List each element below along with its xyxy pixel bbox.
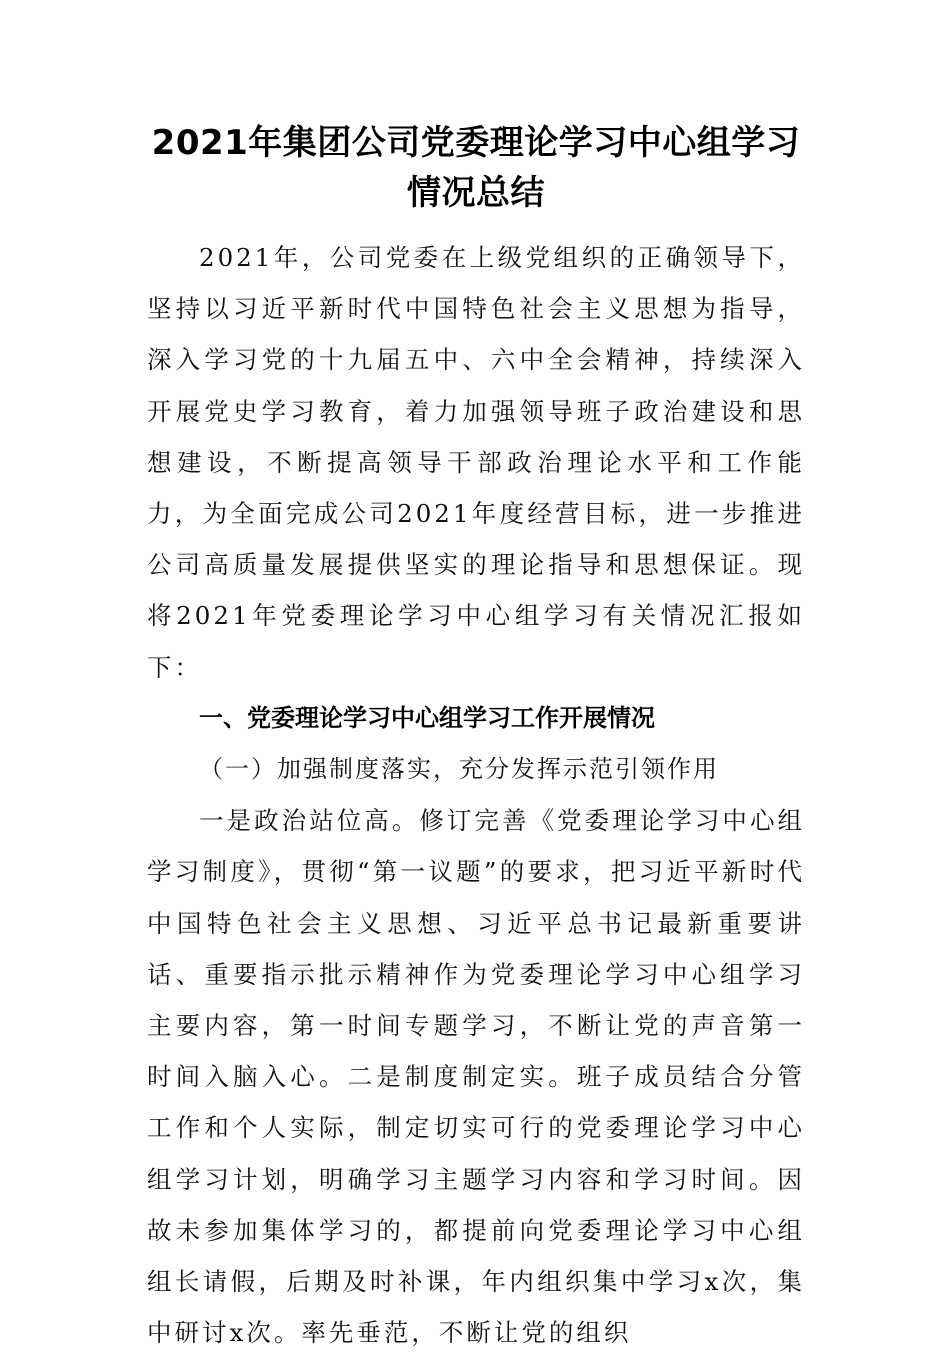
document-title-line-1: 2021年集团公司党委理论学习中心组学习	[151, 123, 801, 163]
document-body	[147, 118, 805, 1358]
body-paragraph-1: 一是政治站位高。修订完善《党委理论学习中心组学习制度》，贯彻“第一议题”的要求，把习近平新时代中国特色社会主义思想、习近平总书记最新重要讲话、重要指示批示精神作为党委理论学习中心组学习主要内容，第一时间专题学习，不断让党的声音第一时间入脑入心。二是制度制定实。班子成员结合分管工作和个人实际，制定切实可行的党委理论学习中心组学习计划，明确学习主题学习内容和学习时间。因故未参加集体学习的，都提前向党委理论学习中心组组长请假，后期及时补课，年内组织集中学习x次，集中研讨x次。率先垂范，不断让党的组织	[147, 806, 805, 1348]
document-title-line-2: 情况总结	[407, 173, 545, 213]
subsection-1-heading: （一）加强制度落实，充分发挥示范引领作用	[199, 755, 719, 784]
document-title	[147, 118, 805, 218]
section-1-heading: 一、党委理论学习中心组学习工作开展情况	[199, 703, 655, 732]
intro-paragraph: 2021年，公司党委在上级党组织的正确领导下，坚持以习近平新时代中国特色社会主义思想为指导，深入学习党的十九届五中、六中全会精神，持续深入开展党史学习教育，着力加强领导班子政治建设和思想建设，不断提高领导干部政治理论水平和工作能力，为全面完成公司2021年度经营目标，进一步推进公司高质量发展提供坚实的理论指导和思想保证。现将2021年党委理论学习中心组学习有关情况汇报如下：	[147, 243, 805, 682]
